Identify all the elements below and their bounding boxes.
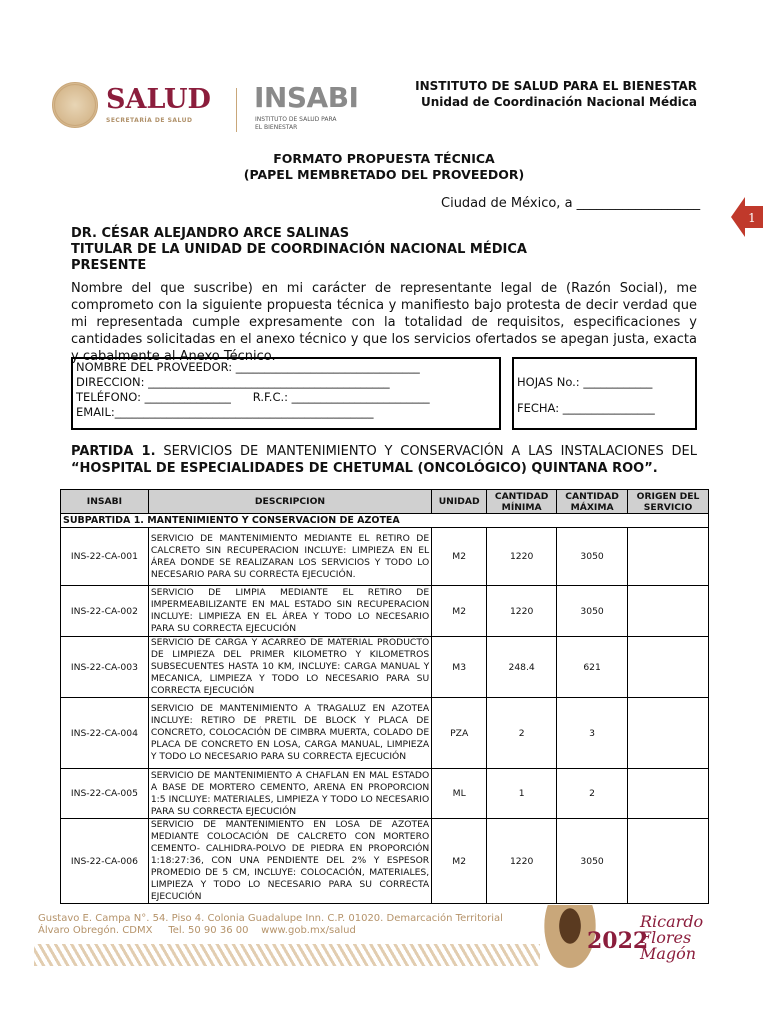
year-badge: 2022	[587, 928, 649, 954]
item-unit: M2	[432, 819, 487, 904]
logo-divider	[236, 88, 237, 132]
phone-rfc-field: TELÉFONO: _______________ R.F.C.: ________________________	[76, 390, 430, 404]
date-line: Ciudad de México, a ___________________	[441, 196, 701, 211]
item-origin	[628, 528, 709, 586]
item-max-qty: 3050	[557, 586, 628, 637]
col-header: CANTIDAD MÁXIMA	[557, 490, 628, 514]
declaration-paragraph: Nombre del que suscribe) en mi carácter de representante legal de (Razón Social), me comprometo con la siguiente propuesta técnica y manifiesto bajo protesta de decir verdad que mi representada cumple expresamente con la totalidad de requisitos, especificaciones y cantidades solicitadas en el anexo técnico y que los servicios ofertados se apegan justa, exacta y cabalmente al Anexo Técnico.	[71, 281, 697, 364]
insabi-wordmark: INSABI	[254, 81, 359, 114]
salud-logo	[52, 82, 211, 128]
item-max-qty: 3050	[557, 819, 628, 904]
address-field: DIRECCION: __________________________________________	[76, 375, 390, 389]
addressee-presente: PRESENTE	[71, 258, 147, 273]
table-header-row	[61, 490, 709, 514]
item-max-qty: 3050	[557, 528, 628, 586]
table-row	[61, 528, 709, 586]
col-header: CANTIDAD MÍNIMA	[487, 490, 557, 514]
item-min-qty: 2	[487, 698, 557, 769]
sheets-field: HOJAS No.: ____________	[517, 375, 653, 389]
institution-name: INSTITUTO DE SALUD PARA EL BIENESTAR	[415, 79, 697, 93]
partida-text: SERVICIOS DE MANTENIMIENTO Y CONSERVACIÓN A LAS INSTALACIONES DEL	[155, 444, 697, 459]
page-number-flag	[731, 197, 763, 237]
table-row	[61, 769, 709, 819]
item-unit: PZA	[432, 698, 487, 769]
item-min-qty: 1220	[487, 586, 557, 637]
item-code: INS-22-CA-002	[61, 586, 149, 637]
addressee-name: DR. CÉSAR ALEJANDRO ARCE SALINAS	[71, 226, 350, 241]
flores-magon-logo: Ricardo Flores Magón	[640, 912, 704, 963]
item-origin	[628, 586, 709, 637]
item-code: INS-22-CA-006	[61, 819, 149, 904]
col-header: ORIGEN DEL SERVICIO	[628, 490, 709, 514]
decorative-pattern	[34, 944, 574, 966]
item-description: SERVICIO DE CARGA Y ACARREO DE MATERIAL PRODUCTO DE LIMPIEZA DEL PRIMER KILOMETRO Y KILOMETROS SUBSECUENTES HASTA 10 KM, INCLUYE: CARGA MANUAL Y MECANICA, LIMPIEZA Y TODO LO NECESARIO PARA SU CORRECTA EJECUCIÓN	[148, 637, 431, 698]
subpartida-label: SUBPARTIDA 1. MANTENIMIENTO Y CONSERVACION DE AZOTEA	[61, 514, 709, 528]
addressee-title: TITULAR DE LA UNIDAD DE COORDINACIÓN NACIONAL MÉDICA	[71, 242, 527, 257]
item-description: SERVICIO DE LIMPIA MEDIANTE EL RETIRO DE IMPERMEABILIZANTE EN MAL ESTADO SIN RECUPERACION INCLUYE: LIMPIEZA EN EL ÁREA Y TODO LO NECESARIO PARA SU CORRECTA EJECUCIÓN	[148, 586, 431, 637]
item-unit: M3	[432, 637, 487, 698]
provider-info-box	[71, 357, 501, 430]
table-row	[61, 819, 709, 904]
unit-name: Unidad de Coordinación Nacional Médica	[420, 95, 697, 109]
title-line1: FORMATO PROPUESTA TÉCNICA	[273, 151, 495, 166]
col-header: INSABI	[61, 490, 149, 514]
provider-name-field: NOMBRE DEL PROVEEDOR: ________________________________	[76, 360, 420, 374]
date-field: FECHA: ________________	[517, 401, 655, 415]
email-field: EMAIL:_____________________________________________	[76, 405, 374, 419]
col-header: UNIDAD	[432, 490, 487, 514]
item-min-qty: 1220	[487, 528, 557, 586]
institution-header	[415, 78, 697, 110]
item-code: INS-22-CA-003	[61, 637, 149, 698]
item-min-qty: 248.4	[487, 637, 557, 698]
insabi-subtitle: INSTITUTO DE SALUD PARA EL BIENESTAR	[255, 116, 337, 131]
addressee	[71, 226, 527, 274]
col-header: DESCRIPCION	[148, 490, 431, 514]
item-code: INS-22-CA-004	[61, 698, 149, 769]
footer-line1: Gustavo E. Campa N°. 54. Piso 4. Colonia Guadalupe Inn. C.P. 01020. Demarcación Territorial	[38, 913, 503, 924]
item-max-qty: 621	[557, 637, 628, 698]
item-unit: M2	[432, 586, 487, 637]
item-description: SERVICIO DE MANTENIMIENTO EN LOSA DE AZOTEA MEDIANTE COLOCACIÓN DE CALCRETO CON MORTERO CEMENTO- CALHIDRA-POLVO DE PIEDRA EN PROPORCIÓN 1:18:27:36, CON UNA PENDIENTE DEL 2% Y ESPESOR PROMEDIO DE 5 CM, INCLUYE: COLOCACIÓN, MATERIALES, LIMPIEZA Y TODO LO NECESARIO PARA SU CORRECTA EJECUCIÓN	[148, 819, 431, 904]
item-unit: M2	[432, 528, 487, 586]
item-min-qty: 1220	[487, 819, 557, 904]
item-code: INS-22-CA-005	[61, 769, 149, 819]
item-description: SERVICIO DE MANTENIMIENTO A TRAGALUZ EN AZOTEA INCLUYE: RETIRO DE PRETIL DE BLOCK Y PLACA DE CONCRETO, COLOCACIÓN DE CIMBRA MUERTA, COLADO DE PLACA DE CONCRETO EN LOSA, CARGA MANUAL, LIMPIEZA Y TODO LO NECESARIO PARA SU CORRECTA EJECUCIÓN	[148, 698, 431, 769]
national-seal-icon	[52, 82, 98, 128]
salud-subtitle: SECRETARÍA DE SALUD	[106, 117, 193, 124]
item-origin	[628, 637, 709, 698]
services-table	[60, 489, 709, 904]
item-origin	[628, 698, 709, 769]
item-max-qty: 3	[557, 698, 628, 769]
footer-line2: Álvaro Obregón. CDMX Tel. 50 90 36 00 www.gob.mx/salud	[38, 925, 356, 936]
partida-heading	[71, 443, 697, 477]
item-description: SERVICIO DE MANTENIMIENTO MEDIANTE EL RETIRO DE CALCRETO SIN RECUPERACION INCLUYE: LIMPIEZA EN EL ÁREA DONDE SE REALIZARAN LOS SERVICIOS Y TODO LO NECESARIO PARA SU CORRECTA EJECUCIÓN.	[148, 528, 431, 586]
page-number: 1	[748, 211, 756, 225]
item-description: SERVICIO DE MANTENIMIENTO A CHAFLAN EN MAL ESTADO A BASE DE MORTERO CEMENTO, ARENA EN PROPORCION 1:5 INCLUYE: MATERIALES, LIMPIEZA Y TODO LO NECESARIO PARA SU CORRECTA EJECUCIÓN	[148, 769, 431, 819]
salud-wordmark: SALUD	[106, 84, 211, 115]
document-title	[0, 151, 768, 183]
item-code: INS-22-CA-001	[61, 528, 149, 586]
item-unit: ML	[432, 769, 487, 819]
partida-label: PARTIDA 1.	[71, 444, 156, 459]
table-row	[61, 637, 709, 698]
subpartida-row	[61, 514, 709, 528]
footer-address	[38, 913, 503, 937]
partida-hospital: “HOSPITAL DE ESPECIALIDADES DE CHETUMAL (ONCOLÓGICO) QUINTANA ROO”.	[71, 461, 658, 476]
sheet-info-box	[512, 357, 697, 430]
title-line2: (PAPEL MEMBRETADO DEL PROVEEDOR)	[243, 167, 525, 182]
item-origin	[628, 769, 709, 819]
table-row	[61, 698, 709, 769]
item-max-qty: 2	[557, 769, 628, 819]
item-origin	[628, 819, 709, 904]
item-min-qty: 1	[487, 769, 557, 819]
table-row	[61, 586, 709, 637]
